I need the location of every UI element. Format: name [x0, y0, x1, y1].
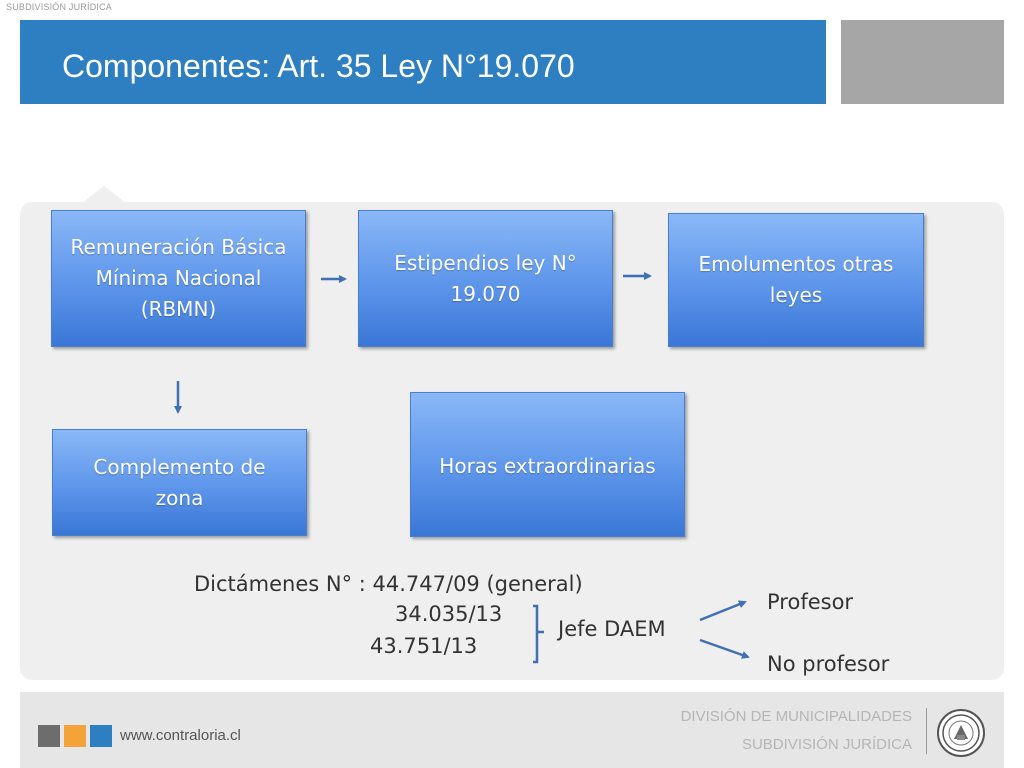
- box-rbmn-label: Remuneración Básica Mínima Nacional (RBMN): [70, 235, 287, 321]
- box-emolumentos-label: Emolumentos otras leyes: [698, 252, 894, 307]
- box-horas-label: Horas extraordinarias: [439, 454, 656, 478]
- box-complemento-label: Complemento de zona: [93, 454, 266, 510]
- footer-square-gray: [38, 725, 60, 747]
- footer-separator: [926, 708, 927, 754]
- footer-square-orange: [64, 725, 86, 747]
- corner-label: SUBDIVISIÓN JURÍDICA: [6, 2, 113, 12]
- no-profesor-label: No profesor: [767, 652, 890, 676]
- slide-title: Componentes: Art. 35 Ley N°19.070: [62, 48, 575, 84]
- footer-url[interactable]: www.contraloria.cl: [120, 727, 241, 744]
- dictamenes-line-3: 43.751/13: [370, 634, 478, 658]
- arrow-to-profesor: [700, 602, 745, 620]
- dictamenes-line-1: Dictámenes N° : 44.747/09 (general): [194, 572, 583, 596]
- profesor-label: Profesor: [767, 590, 854, 614]
- arrow-to-no-profesor: [700, 640, 748, 657]
- contraloria-seal-icon: [937, 709, 985, 757]
- dictamenes-line-2: 34.035/13: [395, 602, 503, 626]
- bracket: [533, 606, 537, 662]
- jefe-daem-label: Jefe DAEM: [558, 617, 666, 641]
- box-estipendios-label: Estipendios ley N° 19.070: [394, 250, 577, 306]
- footer-square-blue: [90, 725, 112, 747]
- footer-division: DIVISIÓN DE MUNICIPALIDADES: [680, 708, 912, 725]
- footer-subdivision: SUBDIVISIÓN JURÍDICA: [741, 736, 912, 753]
